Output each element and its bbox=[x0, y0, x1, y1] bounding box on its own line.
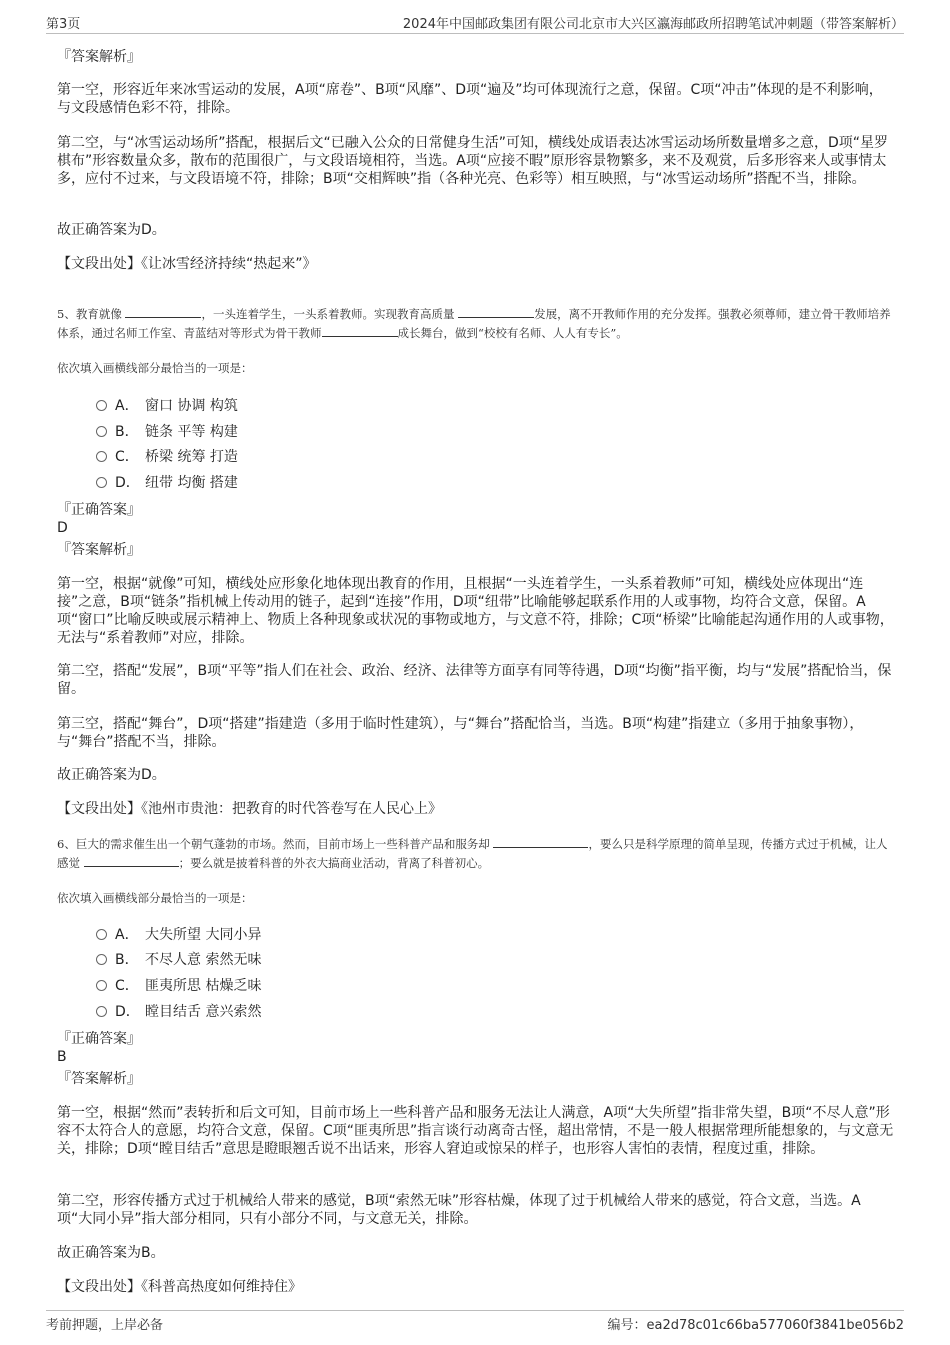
radio-icon[interactable] bbox=[96, 1006, 107, 1017]
q5-option-b[interactable]: B． 链条 平等 构建 bbox=[96, 423, 238, 441]
code-label: 编号： bbox=[607, 1318, 647, 1333]
q4-analysis-para2: 第二空，与“冰雪运动场所”搭配，根据后文“已融入公众的日常健身生活”可知，横线处成语表达冰雪运动场所数量增多之意，D项“星罗棋布”形容数量众多，散布的范围很广，与文段语境相符，当选。A项“应接不暇”原形容景物繁多，来不及观赏，后多形容来人或事情太多，应付不过来，与文段语境不符，排除；B项“交相辉映”指（各种光亮、色彩等）相互映照，与“冰雪运动场所”搭配不当，排除。 bbox=[57, 135, 889, 187]
q4-analysis-label: 『答案解析』 bbox=[57, 49, 141, 65]
q6-prompt: 依次填入画横线部分最恰当的一项是： bbox=[57, 891, 253, 905]
q5-analysis-para1: 第一空，根据“就像”可知，横线处应形象化地体现出教育的作用，且根据“一头连着学生，一头系着教师”可知，横线处应体现出“连接”之意，B项“链条”指机械上传动用的链子，起到“连接”作用，D项“纽带”比喻能够起联系作用的人或事物，均符合文意，保留。A项“窗口”比喻反映或展示精神上、物质上各种现象或状况的事物或地方，与文意不符，排除；C项“桥梁”比喻能起沟通作用的人或事物，无法与“系着教师”对应，排除。 bbox=[57, 576, 894, 646]
radio-icon[interactable] bbox=[96, 477, 107, 488]
q4-source: 【文段出处】《让冰雪经济持续“热起来”》 bbox=[57, 256, 317, 272]
q6-stem bbox=[57, 835, 895, 873]
radio-icon[interactable] bbox=[96, 451, 107, 462]
document-title: 2024年中国邮政集团有限公司北京市大兴区瀛海邮政所招聘笔试冲刺题（带答案解析） bbox=[402, 17, 904, 32]
code-value: ea2d78c01c66ba577060f3841be056b2 bbox=[646, 1318, 904, 1333]
q5-blank-3 bbox=[322, 324, 398, 337]
q5-stem-part3: 发展，离不开教师作用的充分发挥。强教必须尊师，建立骨干教师培养体系，通过名师工作室、青蓝结对等形式为骨干教师 bbox=[57, 307, 891, 340]
q5-stem-part1: 5、教育就像 bbox=[57, 307, 122, 321]
q6-analysis-para1: 第一空，根据“然而”表转折和后文可知，目前市场上一些科普产品和服务无法让人满意，A项“大失所望”指非常失望，B项“不尽人意”形容不太符合人的意愿，均符合文意，保留。C项“匪夷所思”指言谈行动离奇古怪，超出常情，不是一般人根据常理所能想象的，与文意无关，排除；D项“瞠目结舌”意思是瞪眼翘舌说不出话来，形容人窘迫或惊呆的样子，也形容人害怕的表情，程度过重，排除。 bbox=[57, 1105, 894, 1157]
q5-stem bbox=[57, 305, 895, 343]
radio-icon[interactable] bbox=[96, 929, 107, 940]
q5-source: 【文段出处】《池州市贵池：把教育的时代答卷写在人民心上》 bbox=[57, 801, 442, 817]
radio-icon[interactable] bbox=[96, 426, 107, 437]
q6-answer: B bbox=[57, 1049, 67, 1065]
header-divider bbox=[46, 33, 904, 34]
footer-divider bbox=[46, 1310, 904, 1311]
q5-analysis-para3: 第三空，搭配“舞台”，D项“搭建”指建造（多用于临时性建筑），与“舞台”搭配恰当，当选。B项“构建”指建立（多用于抽象事物），与“舞台”搭配不当，排除。 bbox=[57, 716, 864, 750]
radio-icon[interactable] bbox=[96, 400, 107, 411]
q6-analysis-para2: 第二空，形容传播方式过于机械给人带来的感觉，B项“索然无味”形容枯燥，体现了过于机械给人带来的感觉，符合文意，当选。A项“大同小异”指大部分相同，只有小部分不同，与文意无关，排除。 bbox=[57, 1193, 861, 1227]
page-number: 第3页 bbox=[46, 17, 81, 32]
q5-answer-label: 『正确答案』 bbox=[57, 502, 141, 518]
q5-conclusion: 故正确答案为D。 bbox=[57, 767, 166, 783]
q6-option-c[interactable]: C． 匪夷所思 枯燥乏味 bbox=[96, 977, 261, 995]
q5-blank-1 bbox=[125, 305, 201, 318]
q6-option-b[interactable]: B． 不尽人意 索然无味 bbox=[96, 951, 261, 969]
document-code bbox=[607, 1314, 904, 1333]
q5-answer: D bbox=[57, 520, 68, 536]
footer-slogan: 考前押题，上岸必备 bbox=[46, 1318, 164, 1333]
q6-source: 【文段出处】《科普高热度如何维持住》 bbox=[57, 1279, 302, 1295]
radio-icon[interactable] bbox=[96, 954, 107, 965]
q5-stem-part4: 成长舞台，做到“校校有名师、人人有专长”。 bbox=[397, 326, 628, 340]
q5-prompt: 依次填入画横线部分最恰当的一项是： bbox=[57, 361, 253, 375]
q6-option-d[interactable]: D． 瞠目结舌 意兴索然 bbox=[96, 1003, 261, 1021]
q5-option-d[interactable]: D． 纽带 均衡 搭建 bbox=[96, 474, 238, 492]
q5-analysis-label: 『答案解析』 bbox=[57, 542, 141, 558]
q4-conclusion: 故正确答案为D。 bbox=[57, 222, 166, 238]
q5-analysis-para2: 第二空，搭配“发展”，B项“平等”指人们在社会、政治、经济、法律等方面享有同等待遇，D项“均衡”指平衡，均与“发展”搭配恰当，保留。 bbox=[57, 663, 892, 697]
q6-conclusion: 故正确答案为B。 bbox=[57, 1245, 165, 1261]
q6-stem-part3: ；要么就是披着科普的外衣大搞商业活动，背离了科普初心。 bbox=[178, 856, 490, 870]
q5-option-c[interactable]: C． 桥梁 统筹 打造 bbox=[96, 448, 238, 466]
q5-blank-2 bbox=[458, 305, 534, 318]
q6-stem-part1: 6、巨大的需求催生出一个朝气蓬勃的市场。然而，目前市场上一些科普产品和服务却 bbox=[57, 837, 490, 851]
q5-stem-part2: ，一头连着学生，一头系着教师。实现教育高质量 bbox=[201, 307, 455, 321]
radio-icon[interactable] bbox=[96, 980, 107, 991]
q6-option-a[interactable]: A． 大失所望 大同小异 bbox=[96, 926, 261, 944]
q4-analysis-para1: 第一空，形容近年来冰雪运动的发展，A项“席卷”、B项“风靡”、D项“遍及”均可体现流行之意，保留。C项“冲击”体现的是不利影响，与文段感情色彩不符，排除。 bbox=[57, 82, 883, 116]
q6-stem-part2: ，要么只是科学原理的简单呈现，传播方式过于机械，让人感觉 bbox=[57, 837, 888, 870]
q6-analysis-label: 『答案解析』 bbox=[57, 1071, 141, 1087]
q5-option-a[interactable]: A． 窗口 协调 构筑 bbox=[96, 397, 238, 415]
q6-blank-1 bbox=[493, 835, 588, 848]
q6-blank-2 bbox=[84, 854, 179, 867]
q6-answer-label: 『正确答案』 bbox=[57, 1031, 141, 1047]
